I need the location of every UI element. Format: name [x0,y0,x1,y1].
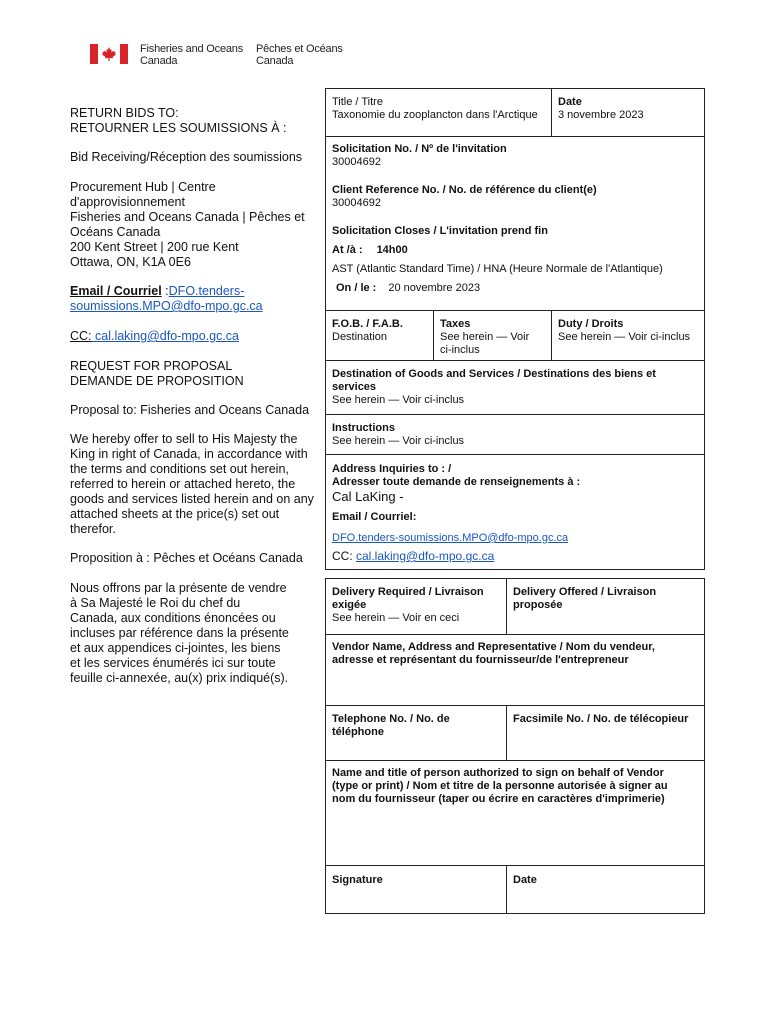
proposition-fr: Proposition à : Pêches et Océans Canada [70,551,303,565]
delivery-offered-cell[interactable]: Delivery Offered / Livraison proposée [513,586,657,611]
org-name-en: Fisheries and Oceans Canada [140,43,243,67]
closing-date: 20 novembre 2023 [388,282,481,294]
client-ref-cell: Client Reference No. / No. de référence du client(e) 30004692 [326,180,704,214]
rfp-heading: REQUEST FOR PROPOSAL DEMANDE DE PROPOSITION [70,359,244,388]
offer-text-en: We hereby offer to sell to His Majesty the King in right of Canada, in accordance with the terms and conditions set out herein, referred to herein or attached hereto, the goods and services listed herein and on any attached sheets at the price(s) set out therefor. [70,432,314,536]
telephone-field[interactable]: Telephone No. / No. de téléphone [332,713,450,738]
signature-date-field[interactable]: Date [513,874,537,886]
canada-flag-icon [90,44,128,64]
date-cell: Date 3 novembre 2023 [552,92,704,126]
authorized-person-field[interactable]: Name and title of person authorized to sign on behalf of Vendor (type or print) / Nom et titre de la personne autorisée à signer au nom du fournisseur (taper ou écrire en caractères d'imprimerie) [332,767,668,805]
solicitation-number: 30004692 [332,156,381,168]
inquiries-contact: Cal LaKing - [332,489,404,504]
fob-cell: F.O.B. / F.A.B. Destination [332,318,403,343]
inquiries-cc-link[interactable]: cal.laking@dfo-mpo.gc.ca [356,549,495,563]
cc-email-link[interactable]: cal.laking@dfo-mpo.gc.ca [91,329,240,343]
bid-receiving: Bid Receiving/Réception des soumissions [70,150,303,164]
taxes-cell: Taxes See herein — Voir ci-inclus [440,318,530,356]
email-link[interactable]: DFO.tenders- [168,284,245,298]
closing-time: 14h00 [376,244,408,256]
email-label: Email / Courriel [70,284,162,298]
return-bids-heading: RETURN BIDS TO: RETOURNER LES SOUMISSIONS À : [70,106,287,135]
title-value: Taxonomie du zooplancton dans l'Arctique [332,109,538,121]
closing-cell: Solicitation Closes / L'invitation prend fin At /à : 14h00 AST (Atlantic Standard Time) / HNA (Heure Normale de l'Atlantique) On / le : 20 novembre 2023 [326,221,704,299]
fax-field[interactable]: Facsimile No. / No. de télécopieur [513,713,689,725]
instructions-cell: Instructions See herein — Voir ci-inclus [332,422,465,447]
email-link-cont[interactable]: soumissions.MPO@dfo-mpo.gc.ca [70,299,263,313]
timezone: AST (Atlantic Standard Time) / HNA (Heure Normale de l'Atlantique) [332,263,663,275]
vendor-name-field[interactable]: Vendor Name, Address and Representative / Nom du vendeur, adresse et représentant du fournisseur/de l'entrepreneur [332,641,655,666]
inquiries-cell: Address Inquiries to : / Adresser toute demande de renseignements à : Cal LaKing - Email / Courriel: DFO.tenders-soumissions.MPO@dfo-mpo.gc.ca CC: cal.laking@dfo-mpo.gc.ca [326,459,704,567]
return-email: Email / Courriel :DFO.tenders- soumissions.MPO@dfo-mpo.gc.ca [70,284,263,313]
offer-text-fr: Nous offrons par la présente de vendre à Sa Majesté le Roi du chef du Canada, aux conditions énoncées ou incluses par référence dans la présente et aux appendices ci-jointes, les biens et les services énumérés ici sur toute feuille ci-annexée, au(x) prix indiqué(s). [70,581,289,685]
destination-cell: Destination of Goods and Services / Destinations des biens et services See herein — Voir ci-inclus [332,368,656,406]
date-value: 3 novembre 2023 [558,109,644,121]
duty-cell: Duty / Droits See herein — Voir ci-inclus [558,318,691,343]
org-name-fr: Pêches et Océans Canada [256,43,343,67]
title-cell: Title / Titre Taxonomie du zooplancton dans l'Arctique [326,92,551,126]
solicitation-cell: Solicitation No. / Nº de l'invitation 30004692 [326,139,704,173]
client-ref-number: 30004692 [332,197,381,209]
delivery-required-cell: Delivery Required / Livraison exigée See herein — Voir en ceci [332,586,484,624]
inquiries-email-link[interactable]: DFO.tenders-soumissions.MPO@dfo-mpo.gc.ca [332,532,569,544]
signature-field[interactable]: Signature [332,874,383,886]
proposal-to: Proposal to: Fisheries and Oceans Canada [70,403,310,417]
procurement-address: Procurement Hub | Centre d'approvisionnement Fisheries and Oceans Canada | Pêches et Océans Canada 200 Kent Street | 200 rue Kent Ottawa, ON, K1A 0E6 [70,180,305,269]
cc-line: CC: cal.laking@dfo-mpo.gc.ca [70,329,240,343]
